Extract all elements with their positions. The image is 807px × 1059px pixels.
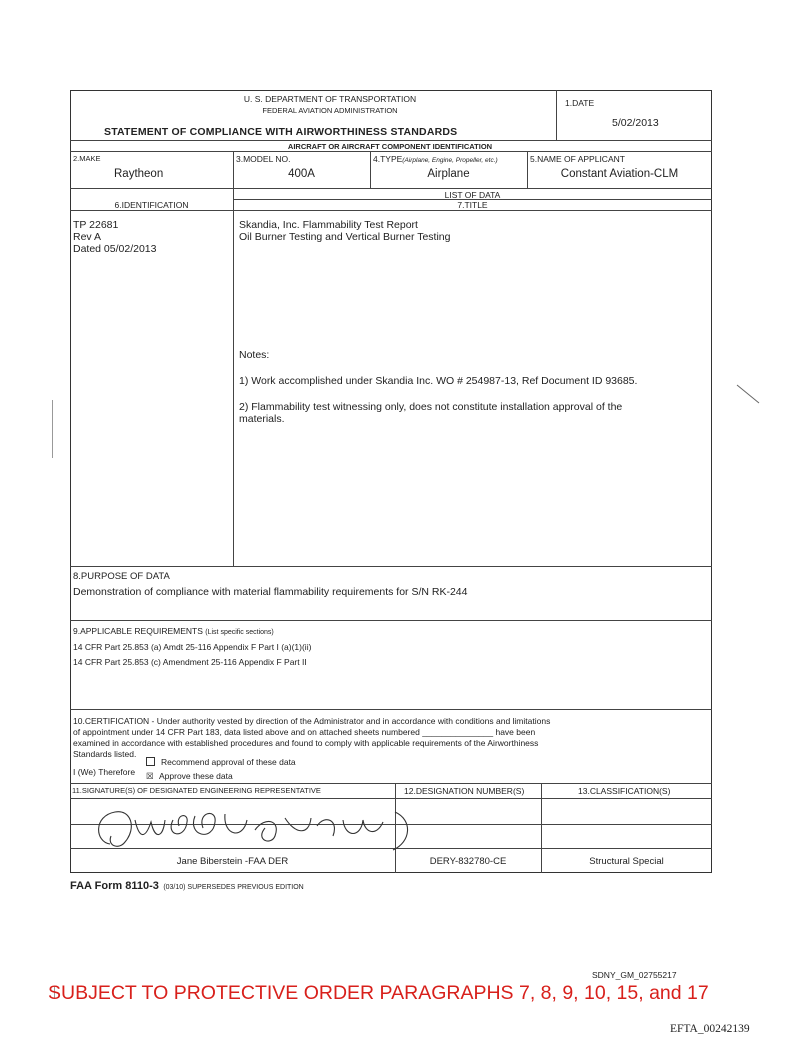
protective-order-banner: SUBJECT TO PROTECTIVE ORDER PARAGRAPHS 7, 8, 9, 10, 15, and 17 (48, 982, 709, 1004)
approve-option[interactable]: ☒ Approve these data (146, 771, 233, 781)
ident-line: Rev A (73, 231, 102, 243)
date-label: 1.DATE (565, 98, 595, 108)
form-title: STATEMENT OF COMPLIANCE WITH AIRWORTHINESS STANDARDS (104, 126, 458, 138)
type-value: Airplane (427, 168, 470, 180)
date-value: 5/02/2013 (612, 117, 659, 129)
ident-line: Dated 05/02/2013 (73, 243, 157, 255)
form-name: FAA Form 8110-3 (70, 880, 159, 892)
model-value: 400A (288, 168, 315, 180)
scan-margin-mark (52, 400, 53, 458)
title-line: Oil Burner Testing and Vertical Burner Testing (239, 231, 451, 243)
identification-bar: AIRCRAFT OR AIRCRAFT COMPONENT IDENTIFICATION (287, 142, 493, 151)
designation-number: DERY-832780-CE (429, 856, 507, 867)
classification-value: Structural Special (589, 856, 664, 867)
note-2: 2) Flammability test witnessing only, does not constitute installation approval of the materials. (239, 401, 623, 425)
model-label: 3.MODEL NO. (236, 154, 291, 164)
therefore-label: I (We) Therefore (73, 767, 136, 777)
col-title-label: 7.TITLE (457, 200, 488, 210)
make-label: 2.MAKE (73, 154, 101, 163)
scan-margin-stroke (735, 383, 765, 407)
form-footer (70, 876, 304, 894)
bates-number: SDNY_GM_02755217 (592, 970, 677, 980)
requirements-label: 9.APPLICABLE REQUIREMENTS (List specific sections) (73, 626, 274, 636)
agency-name: FEDERAL AVIATION ADMINISTRATION (262, 106, 398, 115)
certification-text: 10.CERTIFICATION - Under authority vested by direction of the Administrator and in accordance with conditions and limitations of appointment under 14 CFR Part 183, data listed above and on attached sheets numbered _______________ have been examined in accordance with established procedures and found to comply with applicable requirements of the Airworthiness Standards listed. (73, 716, 551, 759)
recommend-checkbox[interactable] (146, 757, 155, 766)
identification-list (73, 219, 157, 255)
dept-name: U. S. DEPARTMENT OF TRANSPORTATION (243, 94, 417, 104)
notes-label: Notes: (239, 349, 270, 361)
purpose-value: Demonstration of compliance with material flammability requirements for S/N RK-244 (73, 586, 468, 598)
form-edition-note: (03/10) SUPERSEDES PREVIOUS EDITION (163, 884, 304, 891)
efta-number: EFTA_00242139 (670, 1023, 750, 1035)
requirement-1: 14 CFR Part 25.853 (a) Amdt 25-116 Appendix F Part I (a)(1)(ii) (73, 642, 312, 652)
make-value: Raytheon (114, 168, 164, 180)
applicant-label: 5.NAME OF APPLICANT (530, 154, 625, 164)
approve-checkbox[interactable]: ☒ (146, 771, 154, 781)
title-line: Skandia, Inc. Flammability Test Report (239, 219, 418, 231)
purpose-label: 8.PURPOSE OF DATA (73, 571, 170, 582)
signature-col-label: 11.SIGNATURE(S) OF DESIGNATED ENGINEERING REPRESENTATIVE (72, 786, 321, 795)
designation-col-label: 12.DESIGNATION NUMBER(S) (404, 786, 525, 796)
list-of-data-label: LIST OF DATA (444, 190, 501, 200)
handwritten-signature (95, 806, 435, 856)
col-identification-label: 6.IDENTIFICATION (114, 200, 189, 210)
applicant-value: Constant Aviation-CLM (560, 168, 679, 180)
type-label: 4.TYPE(Airplane, Engine, Propeller, etc.) (373, 154, 498, 164)
classification-col-label: 13.CLASSIFICATION(S) (578, 786, 671, 796)
note-1: 1) Work accomplished under Skandia Inc. WO # 254987-13, Ref Document ID 93685. (239, 375, 638, 387)
recommend-option[interactable]: Recommend approval of these data (146, 757, 296, 767)
requirement-2: 14 CFR Part 25.853 (c) Amendment 25-116 Appendix F Part II (73, 657, 307, 667)
title-list (239, 219, 450, 243)
signer-name: Jane Biberstein -FAA DER (176, 856, 289, 867)
ident-line: TP 22681 (73, 219, 119, 231)
